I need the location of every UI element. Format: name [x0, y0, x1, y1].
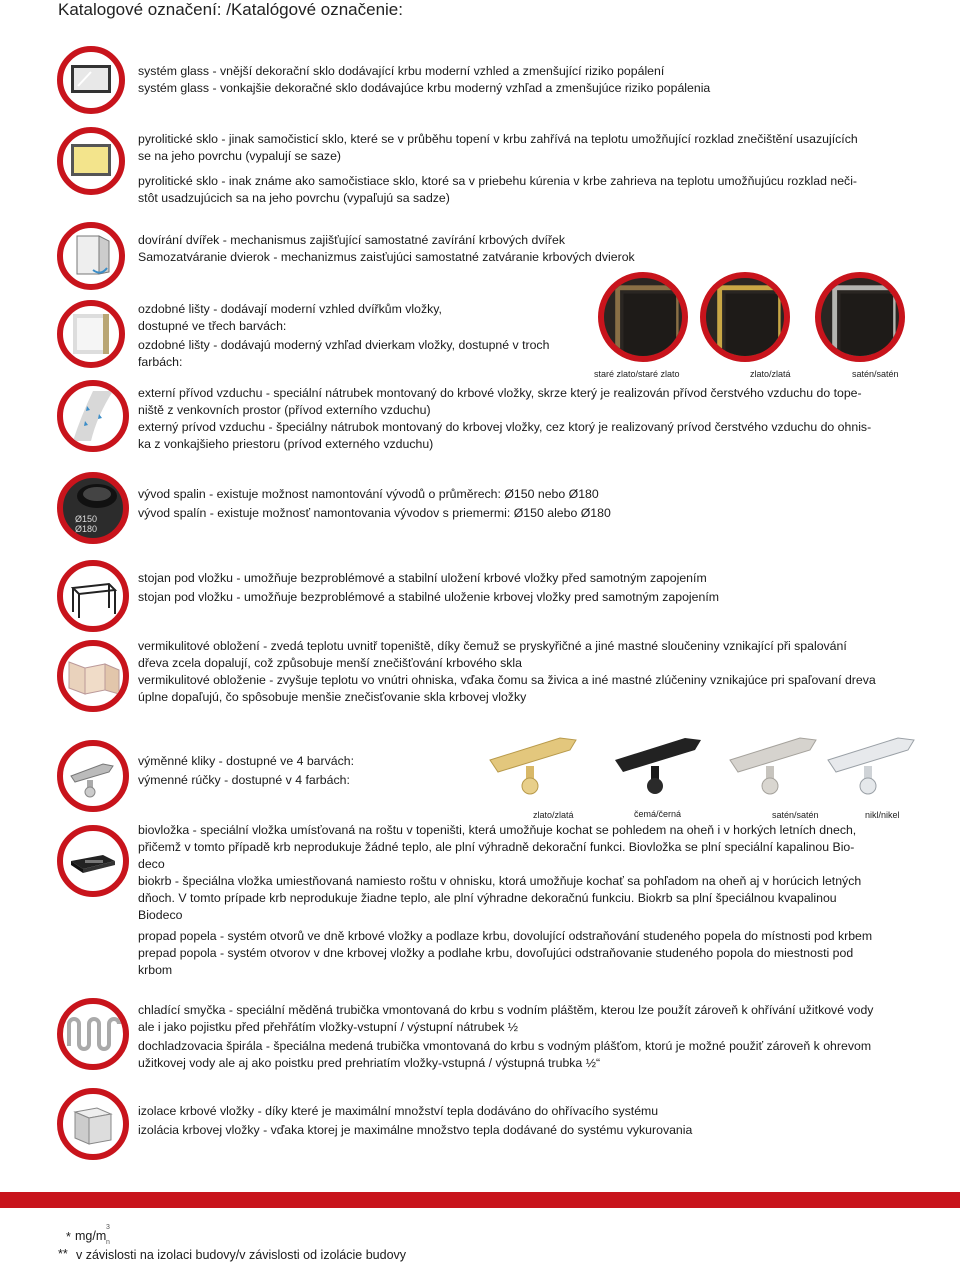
footnote-2-marker: ** [58, 1247, 68, 1261]
trim-sample-gold [700, 272, 790, 362]
handle-caption-nickel: nikl/nikel [865, 810, 900, 820]
footnote-1-marker: * [66, 1230, 71, 1244]
trim-caption-gold: zlato/zlatá [750, 369, 791, 379]
trim-strips-icon [57, 300, 125, 368]
footnote-1-unit: mg/m [75, 1229, 107, 1243]
feature-text-trim: ozdobné lišty - dodávají moderní vzhled dvířkům vložky, dostupné ve třech barvách: ozdobné lišty - dodávajú moderný vzhľad dvierkam vložky, dostupné v troch farbách: [138, 302, 550, 369]
feature-text-flue: vývod spalin - existuje možnost namontování vývodů o průměrech: Ø150 nebo Ø180 vývod spalín - existuje možnosť namontovania vývodov s priemermi: Ø150 alebo Ø180 [138, 487, 611, 520]
footnote-1-sub: n [106, 1239, 110, 1246]
feature-text-bio: biovložka - speciální vložka umísťovaná na roštu v topeništi, která umožňuje kochat se pohledem na oheň i v horkých letních dnech, přičemž v tomto případě krb neprodukuje žádné teplo, ale plní výhradně dekorační funkci. Biovložka se plní speciální kapalinou Bio- deco biokrb - špeciálna vložka umiestňovaná namiesto roštu v ohnisku, ktorá umožňuje kochať sa pohľadom na oheň aj v horúcich letných dňoch. V tomto prípade krb neprodukuje žiadne teplo, ale plní výhradne dekoračnú funkciu. Biokrb sa plní špeciálnou kvapalinou Biodeco propad popela - systém otvorů ve dně krbové vložky a podlaze krbu, dovolující odstraňování studeného popela do místnosti pod krbem prepad popola - systém otvorov v dne krbovej vložky a podlahe krbu, dovoľujúci odstraňovanie studeného popola do miestnosti pod krbom [138, 823, 873, 977]
footnote-2-text: v závislosti na izolaci budovy/v závislosti od izolácie budovy [76, 1248, 407, 1262]
feature-text-cooling: chladící smyčka - speciální měděná trubička vmontovaná do krbu s vodním pláštěm, kterou lze použít zároveň k ohřívání užitkové vody ale i jako pojistku před přehřátím vložky-vstupní / výstupní nátrubek ½ dochladzovacia špirála - špeciálna medená trubička vmontovaná do krbu s vodným plášťom, ktorú je možné použiť zároveň k ohrevom užitkovej vody ale aj ako poistku pred prehriatím vložky-vstupná / výstupná trubka ½“ [138, 1003, 874, 1070]
feature-text-stand: stojan pod vložku - umožňuje bezproblémové a stabilní uložení krbové vložky před samotným zapojením stojan pod vložku - umožňuje bezproblémové a stabilné uloženie krbovej vložky pred samotným zapojením [138, 571, 719, 604]
trim-sample-satin [815, 272, 905, 362]
feature-text-vermiculite: vermikulitové obložení - zvedá teplotu uvnitř topeniště, díky čemuž se pryskyřičné a jiné mastné sloučeniny vznikající při spalování dřeva zcela dopalují, což způsobuje menší znečišťování krbového skla vermikulitové obloženie - zvyšuje teplotu vo vnútri ohniska, vďaka čomu sa živica a iné mastné zlúčeniny vznikajúce pri spaľovaní dreva úplne dopaľujú, čo spôsobuje menšie znečisťovanie skla krbovej vložky [138, 639, 876, 704]
door-closing-icon [57, 222, 125, 290]
handle-caption-satin: satén/satén [772, 810, 819, 820]
feature-text-pyrolytic: pyrolitické sklo - jinak samočisticí sklo, které se v průběhu topení v krbu zahřívá na teplotu umožňující rozklad znečištění usazujících se na jeho povrchu (vypalují se saze) pyrolitické sklo - inak známe ako samočistiace sklo, ktoré sa v priebehu kúrenia v krbe zahrieva na teplotu umožňujúcu rozklad neči- stôt usadzujúcich sa na jeho povrchu (vypaľujú sa sadze) [138, 132, 858, 205]
cooling-coil-icon [57, 998, 129, 1070]
trim-sample-old-gold [598, 272, 688, 362]
flue-badge-180: Ø180 [75, 524, 98, 534]
footnote-1-sup: 3 [106, 1224, 110, 1231]
footer-red-bar [0, 1192, 960, 1208]
external-air-icon [57, 380, 129, 452]
vermiculite-lining-icon [57, 640, 129, 712]
flue-outlet-icon [57, 472, 129, 544]
trim-caption-satin: satén/satén [852, 369, 899, 379]
pyrolytic-glass-icon [57, 127, 125, 195]
page-title: Katalogové označení: /Katalógové označenie: [58, 0, 403, 19]
handle-sample-gold [480, 720, 590, 802]
feature-text-glass: systém glass - vnější dekorační sklo dodávající krbu moderní vzhled a zmenšující riziko popálení systém glass - vonkajšie dekoračné sklo dodávajúce krbu moderný vzhľad a zmenšujúce riziko popálenia [138, 64, 711, 95]
handle-caption-gold: zlato/zlatá [533, 810, 574, 820]
handle-sample-satin [720, 720, 830, 802]
stand-icon [57, 560, 129, 632]
feature-text-door: dovírání dvířek - mechanismus zajišťující samostatné zavírání krbových dvířek Samozatváranie dvierok - mechanizmus zaisťujúci samostatné zatváranie krbových dvierok [138, 233, 635, 264]
handle-sample-black [605, 720, 715, 802]
handle-icon [57, 740, 129, 812]
feature-text-handles: výměnné kliky - dostupné ve 4 barvách: výmenné rúčky - dostupné v 4 farbách: [138, 754, 354, 787]
bio-insert-icon [57, 825, 129, 897]
decorative-glass-icon [57, 46, 125, 114]
flue-badge-150: Ø150 [75, 514, 98, 524]
feature-text-external-air: externí přívod vzduchu - speciální nátrubek montovaný do krbové vložky, skrze který je realizován přívod čerstvého vzduchu do tope- niště z venkovních prostor (přívod externího vzduchu) externý prívod vzduchu - špeciálny nátrubok montovaný do krbovej vložky, cez ktorý je realizovaný prívod čerstvého vzduchu do ohnis- ka z vonkajšieho priestoru (prívod externého vzduchu) [138, 386, 872, 451]
insulation-icon [57, 1088, 129, 1160]
handle-caption-black: čemá/černá [634, 809, 682, 819]
trim-caption-old-gold: staré zlato/staré zlato [594, 369, 680, 379]
feature-text-insulation: izolace krbové vložky - díky které je maximální množství tepla dodáváno do ohřívacího systému izolácia krbovej vložky - vďaka ktorej je maximálne množstvo tepla dodávané do systému vykurovania [138, 1104, 693, 1137]
handle-sample-nickel [818, 720, 928, 802]
